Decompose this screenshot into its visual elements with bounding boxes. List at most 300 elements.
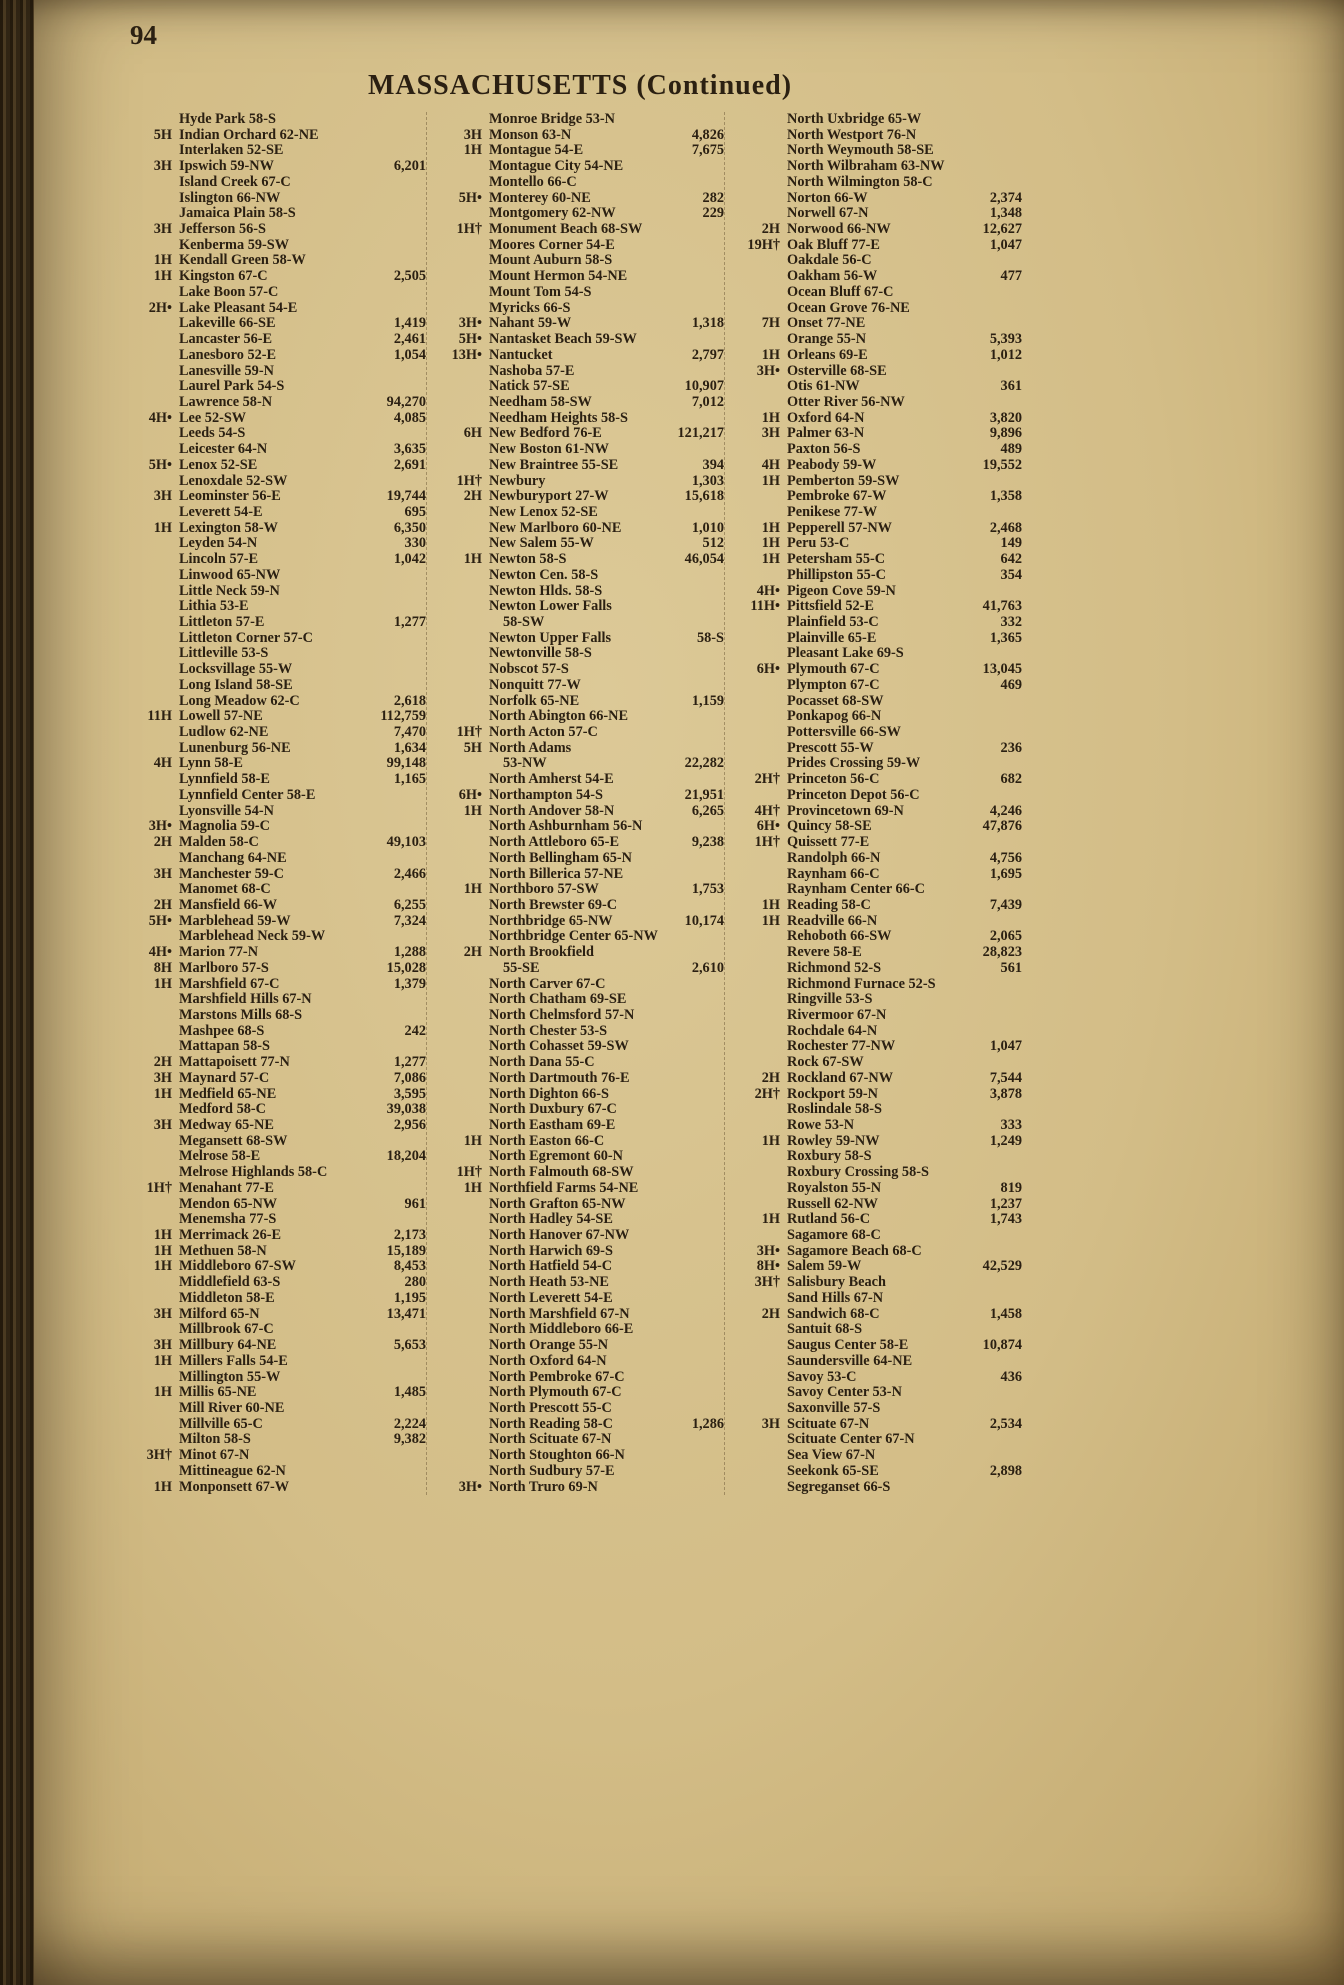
directory-entry xyxy=(438,584,724,600)
entry-town-name: Northbridge 65-NW xyxy=(489,912,613,929)
entry-population: 236 xyxy=(1000,739,1022,756)
entry-town-name: Princeton Depot 56-C xyxy=(787,786,920,803)
entry-prefix: 2H xyxy=(463,488,482,505)
entry-town-name: Petersham 55-C xyxy=(787,551,886,568)
entry-prefix: 11H• xyxy=(750,598,780,615)
entry-town-name: Marblehead Neck 59-W xyxy=(179,928,326,945)
entry-population: 4,826 xyxy=(691,126,724,143)
entry-prefix: 3H xyxy=(153,158,172,175)
entry-town-name: Medford 58-C xyxy=(179,1101,266,1118)
entry-prefix: 4H• xyxy=(148,944,172,961)
entry-town-name: Saundersville 64-NE xyxy=(787,1352,913,1369)
entry-population: 5,393 xyxy=(989,331,1022,348)
entry-prefix: 2H xyxy=(153,896,172,913)
directory-entry xyxy=(438,1212,724,1228)
directory-entry xyxy=(128,1370,426,1386)
entry-population: 333 xyxy=(1000,1117,1022,1133)
entry-town-name: North Leverett 54-E xyxy=(489,1289,613,1306)
directory-entry xyxy=(736,1008,1022,1024)
entry-town-name: Rehoboth 66-SW xyxy=(787,928,892,945)
entry-prefix: 5H• xyxy=(148,456,172,473)
entry-population: 19,552 xyxy=(982,456,1022,473)
directory-entry xyxy=(128,1181,426,1197)
entry-town-name: Salisbury Beach xyxy=(787,1274,886,1291)
entry-town-name: Mount Hermon 54-NE xyxy=(489,268,628,285)
entry-town-name: Milton 58-S xyxy=(179,1431,251,1448)
directory-entry xyxy=(736,128,1022,144)
directory-entry xyxy=(736,316,1022,332)
directory-entry xyxy=(736,191,1022,207)
directory-entry xyxy=(438,1259,724,1275)
directory-entry xyxy=(438,568,724,584)
entry-prefix: 1H xyxy=(761,1132,780,1149)
directory-entry xyxy=(128,1118,426,1134)
entry-town-name: Millis 65-NE xyxy=(179,1384,257,1401)
entry-prefix: 1H xyxy=(153,1085,172,1102)
directory-entry xyxy=(128,159,426,175)
entry-town-name: Richmond Furnace 52-S xyxy=(787,975,936,992)
entry-town-name: Plainville 65-E xyxy=(787,629,877,646)
entry-prefix: 1H xyxy=(153,1227,172,1244)
entry-town-name: Lenoxdale 52-SW xyxy=(179,472,288,489)
directory-entry xyxy=(736,804,1022,820)
column-2 xyxy=(426,112,724,1495)
entry-town-name: Maynard 57-C xyxy=(179,1069,270,1086)
directory-entry xyxy=(736,772,1022,788)
entry-prefix: 1H xyxy=(153,1258,172,1275)
directory-entry xyxy=(128,1291,426,1307)
entry-town-name: Oxford 64-N xyxy=(787,409,865,426)
entry-town-name: Marshfield 67-C xyxy=(179,975,280,992)
entry-population: 2,461 xyxy=(393,331,426,348)
entry-population: 4,085 xyxy=(393,409,426,426)
entry-town-name: Jamaica Plain 58-S xyxy=(179,205,296,222)
entry-population: 489 xyxy=(1000,441,1022,458)
entry-town-name: Royalston 55-N xyxy=(787,1179,882,1196)
entry-town-name: North Acton 57-C xyxy=(489,724,598,741)
entry-prefix: 3H xyxy=(153,1305,172,1322)
entry-prefix: 8H xyxy=(153,959,172,976)
directory-entry xyxy=(128,646,426,662)
entry-town-name: Millbrook 67-C xyxy=(179,1321,274,1338)
entry-prefix: 2H† xyxy=(754,1085,780,1102)
directory-entry xyxy=(128,1244,426,1260)
directory-entry xyxy=(736,253,1022,269)
entry-town-name: Lincoln 57-E xyxy=(179,551,259,568)
directory-entry xyxy=(736,1417,1022,1433)
entry-town-name: Lynnfield Center 58-E xyxy=(179,786,316,803)
entry-town-name: Mendon 65-NW xyxy=(179,1195,278,1212)
directory-entry xyxy=(438,1102,724,1118)
directory-entry xyxy=(128,835,426,851)
entry-prefix: 2H• xyxy=(148,299,172,316)
entry-prefix: 1H xyxy=(761,551,780,568)
entry-population: 15,028 xyxy=(386,959,426,976)
entry-prefix: 11H xyxy=(147,708,172,725)
entry-prefix: 1H xyxy=(463,1179,482,1196)
entry-town-name: Orange 55-N xyxy=(787,331,867,348)
directory-entry xyxy=(438,1417,724,1433)
directory-entry xyxy=(736,1134,1022,1150)
entry-population: 1,237 xyxy=(989,1195,1022,1212)
entry-town-name: Pepperell 57-NW xyxy=(787,519,892,536)
entry-town-name: Peabody 59-W xyxy=(787,456,877,473)
entry-population: 49,103 xyxy=(386,834,426,851)
entry-town-name: Orleans 69-E xyxy=(787,346,868,363)
entry-town-name: Medfield 65-NE xyxy=(179,1085,277,1102)
entry-town-name: Littleton 57-E xyxy=(179,614,265,630)
directory-entry xyxy=(128,395,426,411)
directory-entry xyxy=(736,741,1022,757)
entry-population: 1,288 xyxy=(393,944,426,961)
directory-entry xyxy=(128,285,426,301)
entry-population: 2,505 xyxy=(393,268,426,285)
directory-entry xyxy=(736,348,1022,364)
entry-town-name: Littleton Corner 57-C xyxy=(179,629,313,646)
directory-entry xyxy=(736,914,1022,930)
directory-entry xyxy=(736,1212,1022,1228)
entry-town-name: 55-SE xyxy=(503,959,540,976)
directory-entry xyxy=(438,694,724,710)
directory-entry xyxy=(128,756,426,772)
entry-town-name: Scituate Center 67-N xyxy=(787,1431,915,1448)
entry-prefix: 5H• xyxy=(148,912,172,929)
entry-prefix: 8H• xyxy=(756,1258,780,1275)
directory-entry xyxy=(438,411,724,427)
entry-town-name: Mount Auburn 58-S xyxy=(489,252,613,269)
entry-population: 7,086 xyxy=(393,1069,426,1086)
entry-prefix: 1H xyxy=(463,1132,482,1149)
directory-entry xyxy=(128,1024,426,1040)
entry-town-name: 53-NW xyxy=(503,755,547,772)
entry-town-name: Milford 65-N xyxy=(179,1305,260,1322)
entry-population: 5,653 xyxy=(393,1337,426,1354)
entry-town-name: Segreganset 66-S xyxy=(787,1478,891,1495)
entry-town-name: Scituate 67-N xyxy=(787,1415,870,1432)
directory-entry xyxy=(128,961,426,977)
directory-entry xyxy=(128,898,426,914)
directory-entry xyxy=(736,584,1022,600)
directory-entry xyxy=(736,1370,1022,1386)
entry-town-name: Marstons Mills 68-S xyxy=(179,1006,303,1023)
entry-town-name: Lanesboro 52-E xyxy=(179,346,277,363)
entry-population: 12,627 xyxy=(982,221,1022,238)
directory-entry xyxy=(438,1134,724,1150)
entry-town-name: Seekonk 65-SE xyxy=(787,1462,879,1479)
directory-entry xyxy=(438,269,724,285)
entry-town-name: Lancaster 56-E xyxy=(179,331,273,348)
directory-entry xyxy=(438,159,724,175)
entry-prefix: 1H xyxy=(761,912,780,929)
entry-prefix: 6H• xyxy=(458,786,482,803)
entry-prefix: 3H• xyxy=(458,1478,482,1495)
entry-town-name: Manchester 59-C xyxy=(179,865,284,882)
directory-entry xyxy=(438,1055,724,1071)
entry-town-name: North Eastham 69-E xyxy=(489,1117,616,1133)
entry-population: 39,038 xyxy=(386,1101,426,1118)
entry-prefix: 5H• xyxy=(458,331,482,348)
entry-town-name: New Salem 55-W xyxy=(489,535,594,552)
directory-entry xyxy=(438,1149,724,1165)
entry-town-name: Santuit 68-S xyxy=(787,1321,863,1338)
entry-town-name: Northbridge Center 65-NW xyxy=(489,928,658,945)
directory-entry xyxy=(736,521,1022,537)
entry-prefix: 2H xyxy=(761,1305,780,1322)
directory-entry xyxy=(128,631,426,647)
entry-town-name: Millville 65-C xyxy=(179,1415,263,1432)
entry-population: 1,634 xyxy=(393,739,426,756)
entry-town-name: Monson 63-N xyxy=(489,126,572,143)
entry-town-name: Prides Crossing 59-W xyxy=(787,755,921,772)
directory-entry xyxy=(736,1024,1022,1040)
entry-town-name: Menemsha 77-S xyxy=(179,1211,277,1228)
entry-town-name: North Andover 58-N xyxy=(489,802,615,819)
entry-prefix: 4H• xyxy=(148,409,172,426)
directory-entry xyxy=(128,1071,426,1087)
entry-town-name: Lexington 58-W xyxy=(179,519,278,536)
entry-population: 3,635 xyxy=(393,441,426,458)
directory-entry xyxy=(128,678,426,694)
directory-entry xyxy=(438,1307,724,1323)
directory-entry xyxy=(736,835,1022,851)
entry-town-name: Island Creek 67-C xyxy=(179,173,291,190)
entry-town-name: Lithia 53-E xyxy=(179,598,249,615)
directory-entry xyxy=(438,819,724,835)
entry-town-name: North Falmouth 68-SW xyxy=(489,1164,634,1181)
entry-town-name: Oakdale 56-C xyxy=(787,252,872,269)
entry-town-name: Penikese 77-W xyxy=(787,503,878,520)
entry-town-name: North Dighton 66-S xyxy=(489,1085,609,1102)
directory-entry xyxy=(736,646,1022,662)
entry-town-name: Magnolia 59-C xyxy=(179,818,270,835)
directory-entry xyxy=(736,159,1022,175)
entry-prefix: 3H xyxy=(153,865,172,882)
directory-entry xyxy=(128,1401,426,1417)
entry-town-name: Pocasset 68-SW xyxy=(787,692,884,709)
entry-population: 22,282 xyxy=(684,755,724,772)
entry-prefix: 2H xyxy=(153,834,172,851)
entry-town-name: North Dana 55-C xyxy=(489,1054,595,1071)
entry-prefix: 1H xyxy=(153,252,172,269)
entry-town-name: New Boston 61-NW xyxy=(489,441,609,458)
directory-entry xyxy=(438,1448,724,1464)
binding-gutter xyxy=(0,0,34,1985)
entry-town-name: Revere 58-E xyxy=(787,944,862,961)
entry-town-name: North Marshfield 67-N xyxy=(489,1305,630,1322)
entry-prefix: 3H xyxy=(761,1415,780,1432)
directory-entry xyxy=(128,379,426,395)
directory-entry xyxy=(128,1322,426,1338)
entry-town-name: Roxbury 58-S xyxy=(787,1148,872,1165)
directory-entry xyxy=(438,1024,724,1040)
entry-town-name: Middleboro 67-SW xyxy=(179,1258,296,1275)
directory-entry xyxy=(736,756,1022,772)
entry-population: 282 xyxy=(702,189,724,206)
directory-entry xyxy=(438,1039,724,1055)
entry-population: 2,065 xyxy=(989,928,1022,945)
directory-entry xyxy=(736,1181,1022,1197)
directory-entry xyxy=(128,1165,426,1181)
directory-entry xyxy=(438,646,724,662)
entry-population: 1,365 xyxy=(989,629,1022,646)
entry-town-name: Otter River 56-NW xyxy=(787,393,905,410)
entry-prefix: 3H† xyxy=(754,1274,780,1291)
entry-town-name: Nashoba 57-E xyxy=(489,362,575,379)
entry-town-name: Marshfield Hills 67-N xyxy=(179,991,312,1008)
directory-entry xyxy=(438,1322,724,1338)
directory-entry xyxy=(438,1291,724,1307)
directory-entry xyxy=(128,332,426,348)
entry-town-name: 58-SW xyxy=(503,614,545,630)
entry-town-name: North Orange 55-N xyxy=(489,1337,609,1354)
entry-town-name: Lakeville 66-SE xyxy=(179,315,276,332)
entry-population: 28,823 xyxy=(982,944,1022,961)
entry-town-name: Lee 52-SW xyxy=(179,409,247,426)
entry-population: 961 xyxy=(404,1195,426,1212)
entry-town-name: Roslindale 58-S xyxy=(787,1101,882,1118)
directory-entry xyxy=(128,914,426,930)
entry-population: 1,753 xyxy=(691,881,724,898)
entry-town-name: Paxton 56-S xyxy=(787,441,861,458)
entry-town-name: Sea View 67-N xyxy=(787,1447,876,1464)
directory-entry xyxy=(438,1370,724,1386)
directory-entry xyxy=(736,725,1022,741)
entry-town-name: Pemberton 59-SW xyxy=(787,472,900,489)
entry-town-name: Peru 53-C xyxy=(787,535,850,552)
directory-entry xyxy=(438,112,724,128)
entry-town-name: Newton Cen. 58-S xyxy=(489,566,599,583)
directory-entry xyxy=(128,1149,426,1165)
directory-entry xyxy=(438,1197,724,1213)
directory-entry xyxy=(128,269,426,285)
entry-population: 2,466 xyxy=(393,865,426,882)
entry-town-name: Rockland 67-NW xyxy=(787,1069,894,1086)
entry-town-name: Melrose Highlands 58-C xyxy=(179,1164,328,1181)
entry-town-name: Long Meadow 62-C xyxy=(179,692,300,709)
directory-entry xyxy=(438,1480,724,1496)
entry-population: 1,195 xyxy=(393,1289,426,1306)
entry-population: 6,255 xyxy=(393,896,426,913)
directory-entry xyxy=(128,348,426,364)
directory-entry xyxy=(438,709,724,725)
entry-town-name: Roxbury Crossing 58-S xyxy=(787,1164,929,1181)
directory-entry xyxy=(736,395,1022,411)
directory-entry xyxy=(438,662,724,678)
directory-entry xyxy=(438,552,724,568)
directory-entry xyxy=(438,1244,724,1260)
directory-entry xyxy=(736,867,1022,883)
entry-town-name: Lynn 58-E xyxy=(179,755,243,772)
directory-entry xyxy=(736,882,1022,898)
entry-town-name: Newbury xyxy=(489,472,546,489)
entry-population: 436 xyxy=(1000,1368,1022,1385)
directory-entry xyxy=(128,725,426,741)
entry-population: 642 xyxy=(1000,551,1022,568)
entry-town-name: Sagamore Beach 68-C xyxy=(787,1242,922,1259)
directory-entry xyxy=(128,882,426,898)
entry-town-name: Pottersville 66-SW xyxy=(787,724,901,741)
directory-entry xyxy=(128,1259,426,1275)
directory-entry xyxy=(438,474,724,490)
directory-entry xyxy=(438,379,724,395)
entry-prefix: 6H• xyxy=(756,818,780,835)
entry-town-name: Malden 58-C xyxy=(179,834,259,851)
page-number: 94 xyxy=(130,20,157,50)
entry-population: 1,485 xyxy=(393,1384,426,1401)
entry-town-name: Leominster 56-E xyxy=(179,488,281,505)
directory-columns xyxy=(128,112,1036,1495)
directory-entry xyxy=(438,631,724,647)
entry-town-name: Nahant 59-W xyxy=(489,315,572,332)
entry-prefix: 6H• xyxy=(756,661,780,678)
entry-population: 1,695 xyxy=(989,865,1022,882)
directory-entry xyxy=(736,1118,1022,1134)
entry-prefix: 1H† xyxy=(754,834,780,851)
entry-town-name: Ocean Grove 76-NE xyxy=(787,299,910,316)
directory-entry xyxy=(128,1417,426,1433)
entry-population: 469 xyxy=(1000,676,1022,693)
entry-town-name: Rochdale 64-N xyxy=(787,1022,878,1039)
entry-town-name: Merrimack 26-E xyxy=(179,1227,282,1244)
entry-town-name: Raynham 66-C xyxy=(787,865,880,882)
entry-population: 10,907 xyxy=(684,378,724,395)
entry-prefix: 13H• xyxy=(451,346,482,363)
directory-entry xyxy=(736,678,1022,694)
entry-town-name: Montgomery 62-NW xyxy=(489,205,616,222)
directory-entry xyxy=(736,1464,1022,1480)
entry-town-name: Megansett 68-SW xyxy=(179,1132,288,1149)
directory-entry xyxy=(736,945,1022,961)
directory-entry xyxy=(128,1228,426,1244)
directory-entry xyxy=(128,772,426,788)
entry-town-name: North Stoughton 66-N xyxy=(489,1447,625,1464)
directory-entry xyxy=(438,804,724,820)
entry-prefix: 3H xyxy=(761,425,780,442)
entry-prefix: 7H xyxy=(761,315,780,332)
directory-entry xyxy=(736,992,1022,1008)
entry-town-name: Northfield Farms 54-NE xyxy=(489,1179,639,1196)
entry-town-name: North Cohasset 59-SW xyxy=(489,1038,629,1055)
entry-prefix: 2H xyxy=(463,944,482,961)
column-3 xyxy=(724,112,1022,1495)
directory-entry xyxy=(128,1338,426,1354)
directory-entry xyxy=(736,1322,1022,1338)
directory-entry xyxy=(736,1275,1022,1291)
directory-entry xyxy=(736,1259,1022,1275)
directory-entry xyxy=(438,1118,724,1134)
entry-population: 332 xyxy=(1000,614,1022,630)
entry-prefix: 2H xyxy=(761,1069,780,1086)
directory-entry xyxy=(128,253,426,269)
entry-population: 561 xyxy=(1000,959,1022,976)
directory-entry xyxy=(736,599,1022,615)
entry-population: 41,763 xyxy=(982,598,1022,615)
directory-entry xyxy=(736,1071,1022,1087)
directory-entry xyxy=(128,1480,426,1496)
directory-entry xyxy=(128,1055,426,1071)
directory-entry xyxy=(736,1354,1022,1370)
directory-entry xyxy=(736,364,1022,380)
entry-town-name: Rock 67-SW xyxy=(787,1054,864,1071)
directory-entry xyxy=(736,474,1022,490)
entry-town-name: Onset 77-NE xyxy=(787,315,866,332)
entry-town-name: North Chester 53-S xyxy=(489,1022,608,1039)
entry-town-name: Jefferson 56-S xyxy=(179,221,266,238)
entry-prefix: 3H xyxy=(153,488,172,505)
directory-entry xyxy=(128,505,426,521)
entry-population: 1,318 xyxy=(691,315,724,332)
entry-population: 21,951 xyxy=(684,786,724,803)
